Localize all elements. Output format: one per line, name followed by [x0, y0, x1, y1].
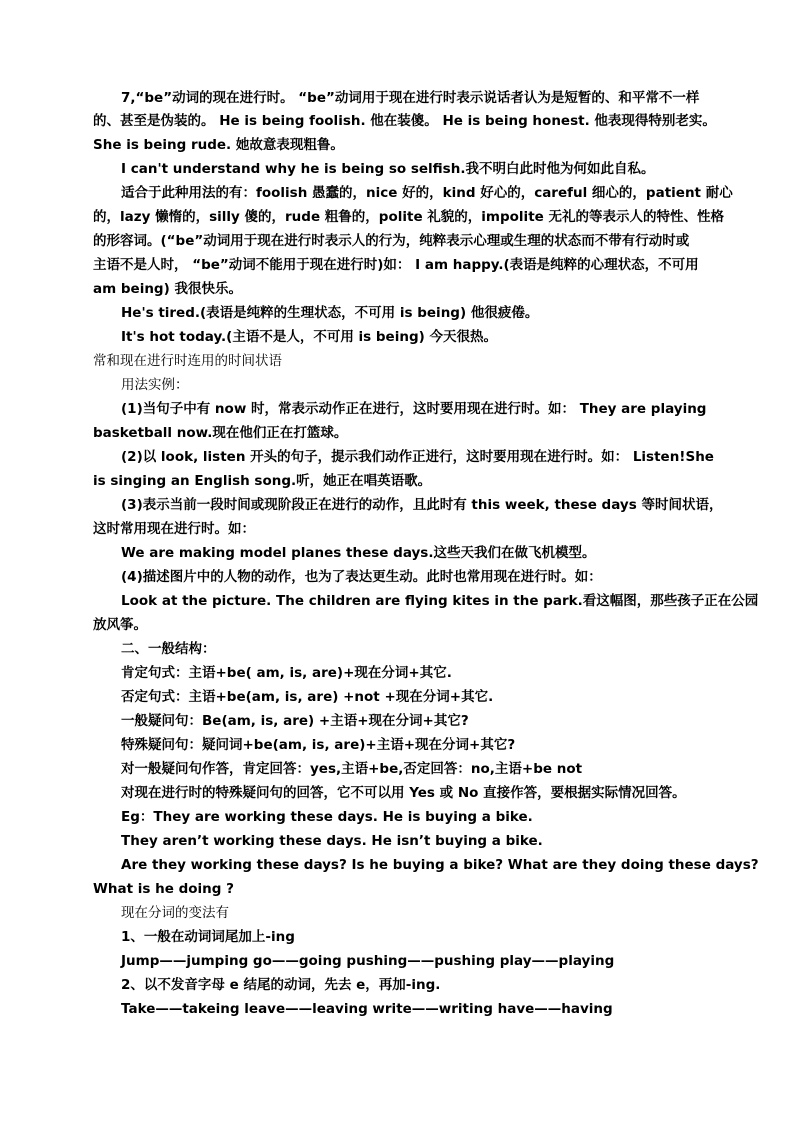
text-line: He's tired.(表语是纯粹的生理状态，不可用 is being) 他很疲倦。	[121, 305, 539, 321]
text-line: 7,“be”动词的现在进行时。 “be”动词用于现在进行时表示说话者认为是短暂的、和平常不一样	[121, 90, 700, 106]
section-heading: 常和现在进行时连用的时间状语	[93, 353, 282, 369]
text-line: am being) 我很快乐。	[93, 281, 242, 297]
text-line: 否定句式：主语+be(am, is, are) +not +现在分词+其它.	[121, 689, 494, 705]
text-line: Are they working these days? Is he buying a bike? What are they doing these days?	[121, 857, 759, 873]
text-line: 特殊疑问句：疑问词+be(am, is, are)+主语+现在分词+其它?	[121, 737, 516, 753]
text-line: 对现在进行时的特殊疑问句的回答，它不可以用 Yes 或 No 直接作答，要根据实际情况回答。	[121, 785, 686, 801]
text-line: I can't understand why he is being so selfish.我不明白此时他为何如此自私。	[121, 161, 655, 177]
text-line: Take——takeing leave——leaving write——writing have——having	[121, 1001, 613, 1017]
text-line: 适合于此种用法的有：foolish 愚蠢的，nice 好的，kind 好心的，careful 细心的，patient 耐心	[121, 185, 733, 201]
text-line: Jump——jumping go——going pushing——pushing play——playing	[121, 953, 615, 969]
section-heading: 二、一般结构：	[121, 641, 216, 657]
text-line: (2)以 look, listen 开头的句子，提示我们动作正进行，这时要用现在进行时。如： Listen!She	[121, 449, 714, 465]
text-line: is singing an English song.听，她正在唱英语歌。	[93, 473, 432, 489]
text-line: (1)当句子中有 now 时，常表示动作正在进行，这时要用现在进行时。如： They are playing	[121, 401, 707, 417]
text-line: It's hot today.(主语不是人，不可用 is being) 今天很热。	[121, 329, 497, 345]
text-line: 的形容词。(“be”动词用于现在进行时表示人的行为，纯粹表示心理或生理的状态而不带有行动时或	[93, 233, 690, 249]
text-line: She is being rude. 她故意表现粗鲁。	[93, 137, 344, 153]
text-line: Look at the picture. The children are flying kites in the park.看这幅图，那些孩子正在公园	[121, 593, 759, 609]
text-line: 肯定句式：主语+be( am, is, are)+现在分词+其它.	[121, 665, 452, 681]
text-line: What is he doing ?	[93, 881, 234, 897]
text-line: 一般疑问句：Be(am, is, are) +主语+现在分词+其它?	[121, 713, 469, 729]
text-line: Eg：They are working these days. He is buying a bike.	[121, 809, 533, 825]
text-line: 的、甚至是伪装的。 He is being foolish. 他在装傻。 He is being honest. 他表现得特别老实。	[93, 113, 716, 129]
text-line: 放风筝。	[93, 617, 147, 633]
text-line: 主语不是人时， “be”动词不能用于现在进行时)如： I am happy.(表语是纯粹的心理状态，不可用	[93, 257, 699, 273]
text-line: 用法实例：	[121, 377, 189, 393]
text-line: 的，lazy 懒惰的，silly 傻的，rude 粗鲁的，polite 礼貌的，impolite 无礼的等表示人的特性、性格	[93, 209, 724, 225]
text-line: They aren’t working these days. He isn’t buying a bike.	[121, 833, 543, 849]
section-heading: 现在分词的变法有	[121, 905, 229, 921]
text-line: We are making model planes these days.这些天我们在做飞机模型。	[121, 545, 596, 561]
text-line: basketball now.现在他们正在打篮球。	[93, 425, 348, 441]
text-line: (4)描述图片中的人物的动作，也为了表达更生动。此时也常用现在进行时。如：	[121, 569, 602, 585]
text-line: (3)表示当前一段时间或现阶段正在进行的动作，且此时有 this week, these days 等时间状语，	[121, 497, 723, 513]
text-line: 1、一般在动词词尾加上-ing	[121, 929, 295, 945]
text-line: 2、以不发音字母 e 结尾的动词，先去 e，再加-ing.	[121, 977, 441, 993]
text-line: 这时常用现在进行时。如：	[93, 521, 255, 537]
text-line: 对一般疑问句作答，肯定回答：yes,主语+be,否定回答：no,主语+be not	[121, 761, 583, 777]
